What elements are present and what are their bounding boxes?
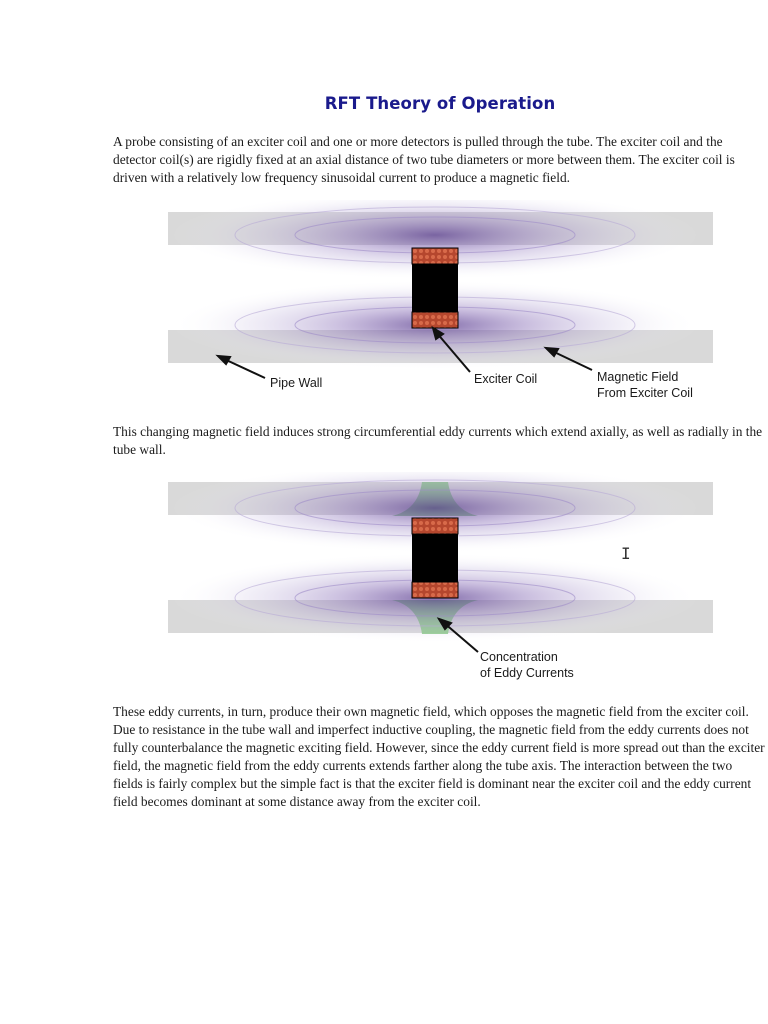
- paragraph-eddy-currents: This changing magnetic field induces strong circumferential eddy currents which extend axially, as well as radially in the tube wall.: [113, 424, 763, 457]
- label-exciter-coil: Exciter Coil: [474, 372, 538, 386]
- paragraph-eddy-field: These eddy currents, in turn, produce their own magnetic field, which opposes the magnetic field from the exciter coil. Due to resistance in the tube wall and imperfect inductive coupling, the magnetic field from the eddy currents does not fully counterbalance the magnetic exciting field. However, since the eddy current field is more spread out than the exciter field, the magnetic field from the eddy currents extends farther along the tube axis. The interaction between the two fields is fairly complex but the simple fact is that the exciter field is dominant near the exciter coil and the eddy current field becomes dominant at some distance away from the exciter coil.: [113, 704, 765, 809]
- exciter-coil: [412, 248, 458, 328]
- figure-eddy-currents: [160, 472, 720, 694]
- paragraph-intro: A probe consisting of an exciter coil and one or more detectors is pulled through the tube. The exciter coil and the detector coil(s) are rigidly fixed at an axial distance of two tube diameters or more between them. The exciter coil is driven with a relatively low frequency sinusoidal current to produce a magnetic field.: [113, 134, 735, 185]
- label-concentration-line1: Concentration: [480, 650, 558, 664]
- exciter-coil: [412, 518, 458, 598]
- figure-eddy-currents-graphic: [160, 472, 720, 694]
- label-magnetic-field-line2: From Exciter Coil: [597, 386, 693, 400]
- label-concentration-line2: of Eddy Currents: [480, 666, 574, 680]
- label-pipe-wall: Pipe Wall: [270, 376, 323, 390]
- figure-exciter-field: [160, 200, 720, 410]
- text-cursor-icon: I: [621, 544, 631, 563]
- label-magnetic-field-line1: Magnetic Field: [597, 370, 679, 384]
- page-title: RFT Theory of Operation: [324, 94, 556, 113]
- figure-exciter-field-graphic: [160, 200, 720, 410]
